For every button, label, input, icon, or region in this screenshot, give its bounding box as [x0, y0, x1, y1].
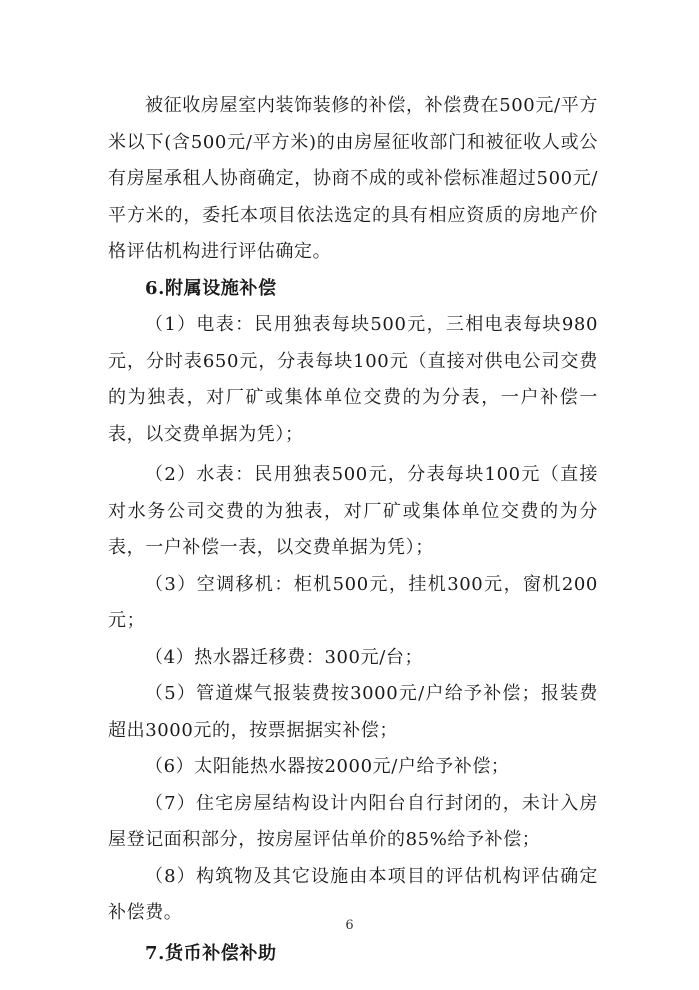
- document-body: [108, 88, 598, 972]
- page-number: 6: [345, 918, 354, 933]
- list-item-gas-installation: （5）管道煤气报装费按3000元/户给予补偿；报装费超出3000元的，按票据据实补偿；: [108, 683, 598, 741]
- section-heading-7: 7.货币补偿补助: [145, 942, 277, 964]
- section-heading-6: 6.附属设施补偿: [145, 277, 277, 299]
- list-item-structures: （8）构筑物及其它设施由本项目的评估机构评估确定补偿费。: [108, 865, 598, 923]
- list-item-balcony: （7）住宅房屋结构设计内阳台自行封闭的，未计入房屋登记面积部分，按房屋评估单价的85%给予补偿；: [108, 792, 598, 850]
- list-item-electric-meter: （1）电表：民用独表每块500元，三相电表每块980元，分时表650元，分表每块100元（直接对供电公司交费的为独表，对厂矿或集体单位交费的为分表，一户补偿一表，以交费单据为凭）；: [108, 314, 598, 445]
- list-item-water-meter: （2）水表：民用独表500元，分表每块100元（直接对水务公司交费的为独表，对厂矿或集体单位交费的为分表，一户补偿一表，以交费单据为凭）；: [108, 464, 598, 558]
- list-item-solar-heater: （6）太阳能热水器按2000元/户给予补偿；: [145, 756, 510, 777]
- list-item-water-heater: （4）热水器迁移费：300元/台；: [145, 646, 424, 668]
- list-item-air-conditioner: （3）空调移机：柜机500元，挂机300元，窗机200元；: [108, 573, 598, 631]
- paragraph-decoration-compensation: 被征收房屋室内装饰装修的补偿，补偿费在500元/平方米以下(含500元/平方米)的由房屋征收部门和被征收人或公有房屋承租人协商确定，协商不成的或补偿标准超过500元/平方米的，委托本项目依法选定的具有相应资质的房地产价格评估机构进行评估确定。: [108, 95, 598, 262]
